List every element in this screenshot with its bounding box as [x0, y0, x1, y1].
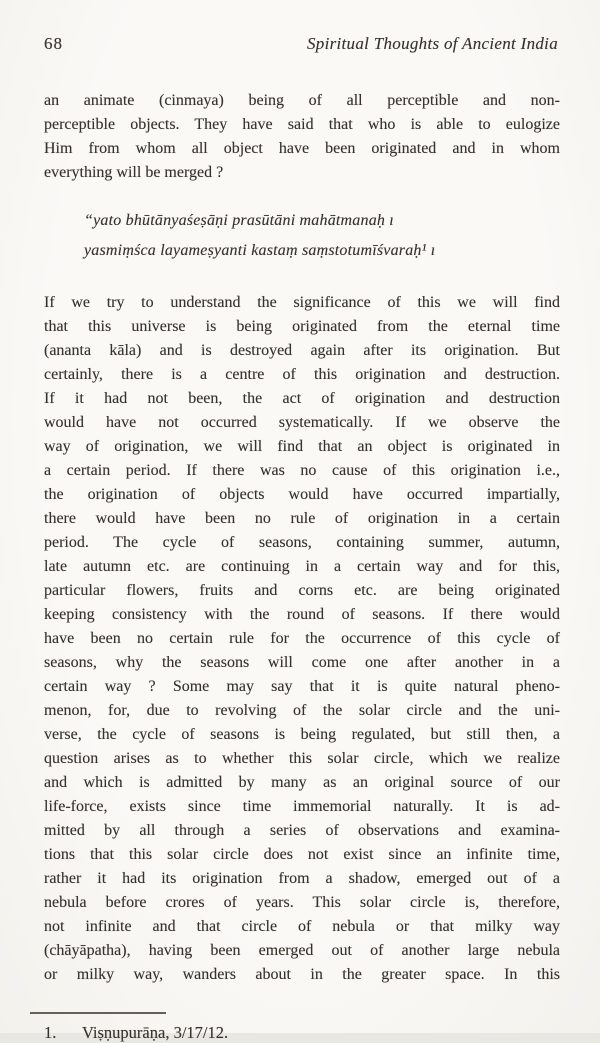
- footnote-rule: [30, 1012, 166, 1014]
- footnote: [44, 1023, 560, 1043]
- sanskrit-verse-quote: [84, 206, 560, 266]
- text-line: late autumn etc. are continuing in a certain way and for this,: [44, 558, 560, 575]
- text-line: certain way ? Some may say that it is quite natural pheno-: [44, 678, 560, 695]
- running-title: Spiritual Thoughts of Ancient India: [306, 34, 558, 53]
- text-line: keeping consistency with the round of seasons. If there would: [44, 606, 560, 623]
- footnote-text: Viṣṇupurāṇa, 3/17/12.: [82, 1023, 229, 1042]
- text-line: period. The cycle of seasons, containing summer, autumn,: [44, 534, 560, 551]
- text-line: seasons, why the seasons will come one after another in a: [44, 654, 560, 671]
- text-line: rather it had its origination from a shadow, emerged out of a: [44, 870, 560, 887]
- text-line: nebula before crores of years. This solar circle is, therefore,: [44, 894, 560, 911]
- text-line: everything will be merged ?: [44, 164, 224, 181]
- text-line: yasmiṃśca layameṣyanti kastaṃ saṃstotumīśvaraḥ¹ ı: [84, 242, 436, 259]
- text-line: and which is admitted by many as an original source of our: [44, 774, 560, 791]
- text-line: there would have been no rule of origination in a certain: [44, 510, 560, 527]
- paragraph-main: [44, 291, 560, 987]
- text-line: If it had not been, the act of origination and destruction: [44, 390, 560, 407]
- text-line: have been no certain rule for the occurrence of this cycle of: [44, 630, 560, 647]
- footnote-number: 1.: [44, 1023, 57, 1042]
- text-line: mitted by all through a series of observations and examina-: [44, 822, 560, 839]
- text-line: If we try to understand the significance of this we will find: [44, 294, 560, 311]
- text-line: the origination of objects would have occurred impartially,: [44, 486, 560, 503]
- text-line: perceptible objects. They have said that who is able to eulogize: [44, 116, 560, 133]
- text-line: or milky way, wanders about in the greater space. In this: [44, 966, 560, 983]
- text-line: Him from whom all object have been originated and in whom: [44, 140, 560, 157]
- text-line: an animate (cinmaya) being of all perceptible and non-: [44, 92, 560, 109]
- text-line: (ananta kāla) and is destroyed again after its origination. But: [44, 342, 560, 359]
- text-line: that this universe is being originated from the eternal time: [44, 318, 560, 335]
- text-line: question arises as to whether this solar circle, which we realize: [44, 750, 560, 767]
- text-line: menon, for, due to revolving of the solar circle and the uni-: [44, 702, 560, 719]
- text-line: a certain period. If there was no cause of this origination i.e.,: [44, 462, 560, 479]
- page-number: 68: [44, 34, 63, 53]
- text-line: certainly, there is a centre of this origination and destruction.: [44, 366, 560, 383]
- page-header: [44, 34, 560, 54]
- text-line: verse, the cycle of seasons is being regulated, but still then, a: [44, 726, 560, 743]
- text-line: tions that this solar circle does not exist since an infinite time,: [44, 846, 560, 863]
- text-line: life-force, exists since time immemorial naturally. It is ad-: [44, 798, 560, 815]
- text-line: “yato bhūtānyaśeṣāṇi prasūtāni mahātmanaḥ ı: [84, 212, 394, 229]
- text-line: would have not occurred systematically. If we observe the: [44, 414, 560, 431]
- text-line: particular flowers, fruits and corns etc. are being originated: [44, 582, 560, 599]
- text-line: way of origination, we will find that an object is originated in: [44, 438, 560, 455]
- text-line: (chāyāpatha), having been emerged out of another large nebula: [44, 942, 560, 959]
- paragraph-intro: [44, 89, 560, 185]
- text-line: not infinite and that circle of nebula or that milky way: [44, 918, 560, 935]
